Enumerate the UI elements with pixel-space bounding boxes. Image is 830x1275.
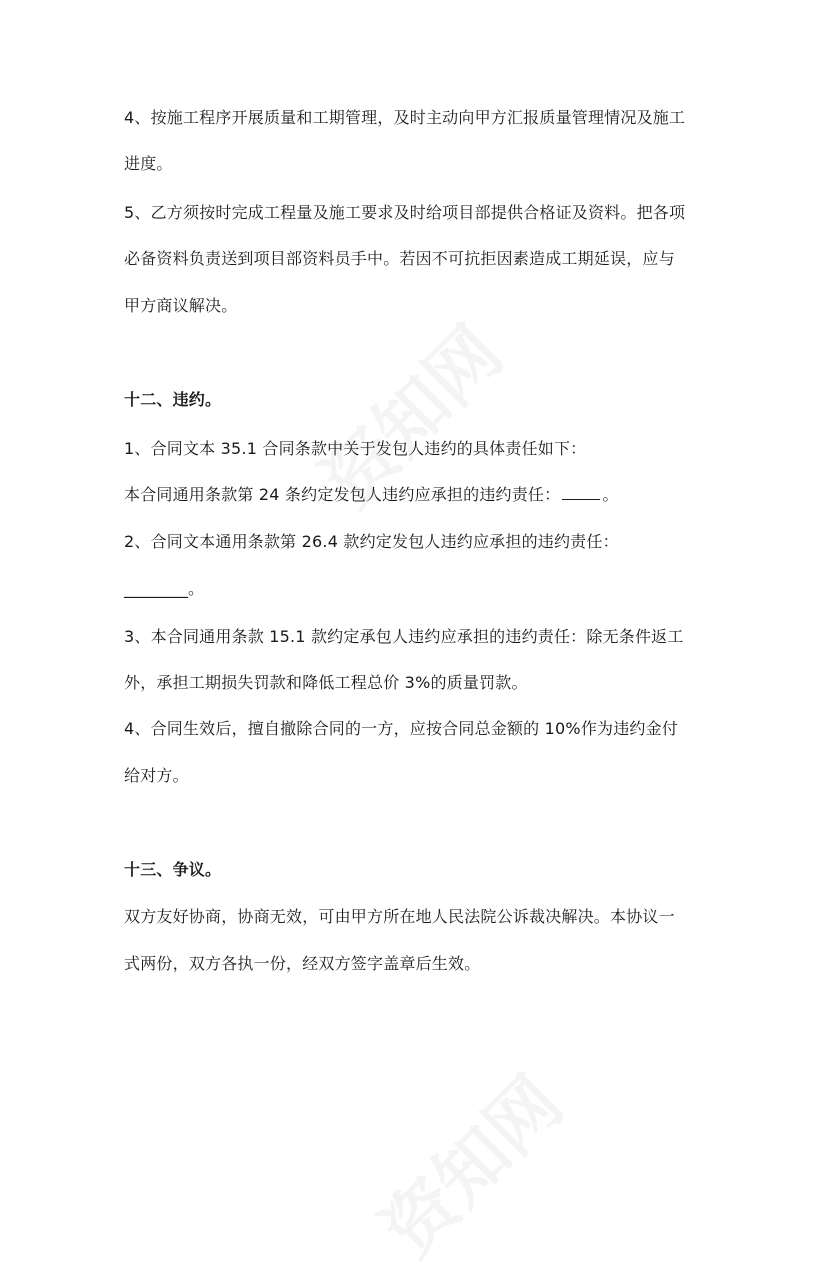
watermark-bottom	[355, 1049, 581, 1275]
section-13-heading: 十三、争议。	[124, 860, 222, 879]
section-12-item-3-line-2: 外，承担工期损失罚款和降低工程总价 3%的质量罚款。	[124, 673, 528, 692]
paragraph-4-line-1: 4、按施工程序开展质量和工期管理，及时主动向甲方汇报质量管理情况及施工	[124, 108, 686, 127]
paragraph-5-line-2: 必备资料负责送到项目部资料员手中。若因不可抗拒因素造成工期延误，应与	[124, 249, 675, 268]
section-12-heading: 十二、违约。	[124, 390, 222, 409]
fill-in-blank	[562, 485, 600, 500]
section-13-line-2: 式两份，双方各执一份，经双方签字盖章后生效。	[124, 954, 481, 973]
section-13-line-1: 双方友好协商，协商无效，可由甲方所在地人民法院公诉裁决解决。本协议一	[124, 907, 675, 926]
paragraph-4-line-2: 进度。	[124, 154, 173, 173]
dash-blank-suffix: 。	[188, 579, 205, 598]
section-12-item-4-line-2: 给对方。	[124, 766, 189, 785]
dash-blank: ________	[124, 579, 188, 598]
section-12-item-1-sub	[124, 484, 619, 506]
section-12-item-4-line-1: 4、合同生效后，擅自撤除合同的一方，应按合同总金额的 10%作为违约金付	[124, 719, 679, 738]
paragraph-5-line-1: 5、乙方须按时完成工程量及施工要求及时给项目部提供合格证及资料。把各项	[124, 203, 686, 222]
section-12-item-3-line-1: 3、本合同通用条款 15.1 款约定承包人违约应承担的违约责任：除无条件返工	[124, 627, 684, 646]
section-12-item-2-blank	[124, 578, 204, 600]
item-1-sub-suffix: 。	[602, 485, 619, 504]
section-12-item-2: 2、合同文本通用条款第 26.4 款约定发包人违约应承担的违约责任：	[124, 532, 619, 551]
section-12-item-1: 1、合同文本 35.1 合同条款中关于发包人违约的具体责任如下：	[124, 439, 587, 458]
paragraph-5-line-3: 甲方商议解决。	[124, 296, 238, 315]
item-1-sub-text: 本合同通用条款第 24 条约定发包人违约应承担的违约责任：	[124, 485, 561, 504]
